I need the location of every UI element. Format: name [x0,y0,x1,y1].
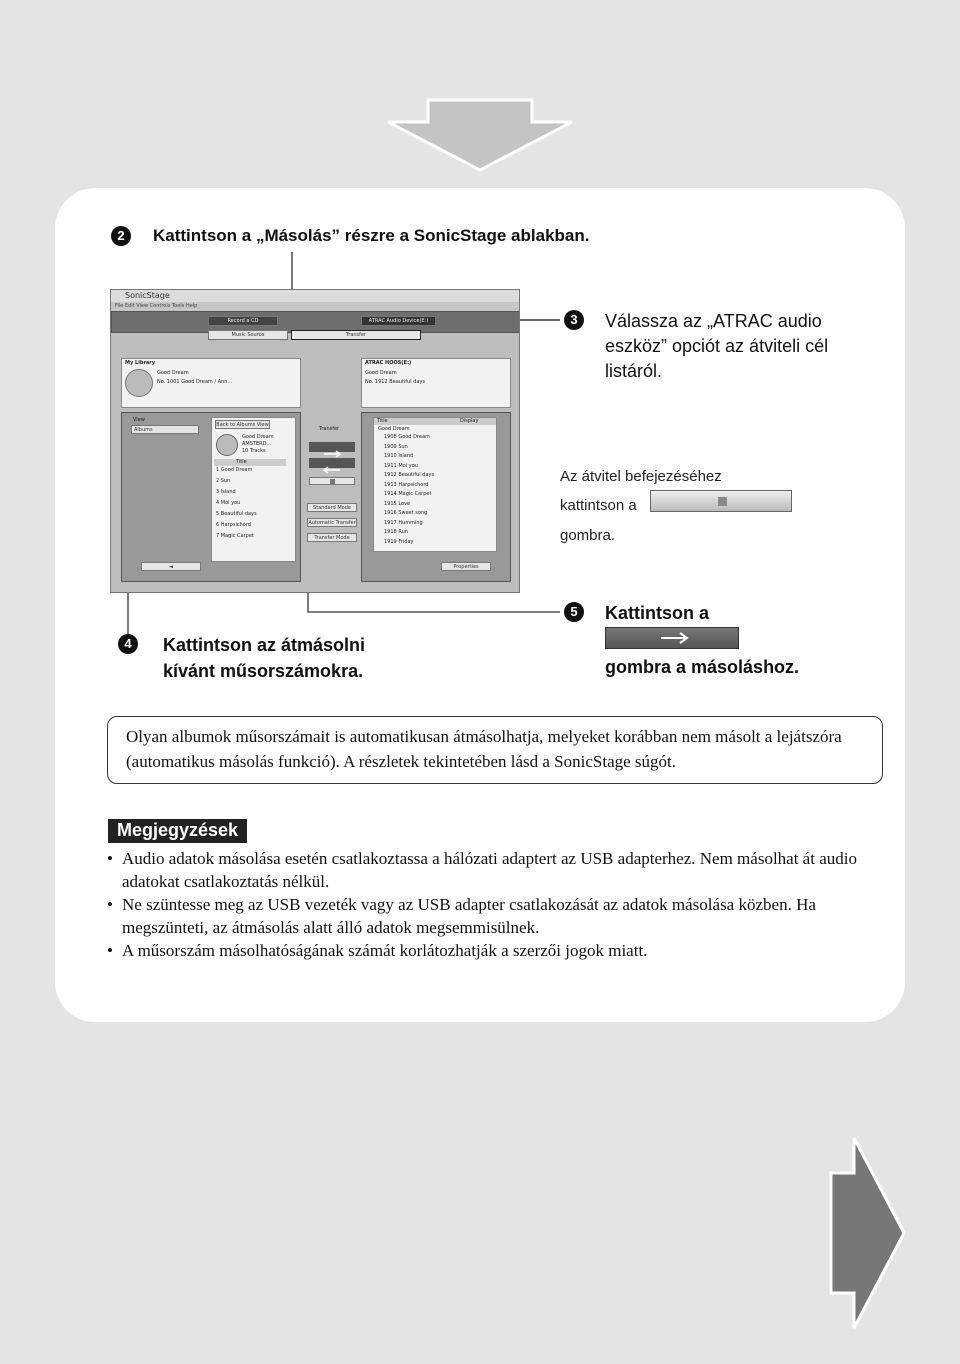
album-artist: AMSTERD... [242,441,272,447]
step-4-text [163,632,365,684]
device-list-header [374,418,496,425]
stop-button-image [650,490,792,512]
track-title: Beautiful days [220,511,257,517]
right-arrow-icon [310,450,354,458]
track-title: Harpsichord [220,522,251,528]
device-track-row[interactable]: 1910 Island [384,453,414,459]
step-4-number: 4 [118,634,138,654]
note-item: • Audio adatok másolása esetén csatlakoztassa a hálózati adaptert az USB adapterhez. Nem másolhat át audio adatokat csatlakoztatás nélkül. [107,847,887,893]
device-panel [361,358,511,408]
stop-hint-line-1: Az átvitel befejezéséhez [560,468,722,485]
step-3-number: 3 [564,310,584,330]
device-display-column[interactable]: Display [460,418,479,424]
track-row[interactable] [216,467,252,474]
menu-bar: File Edit View Controls Tools Help [111,302,519,311]
track-number: 7 [216,533,221,539]
device-track-row[interactable]: 1908 Good Dream [384,434,430,440]
cd-icon [125,369,153,397]
device-track-row[interactable]: 1911 Moi you [384,462,418,469]
my-library-title: My Library [125,360,156,366]
stop-icon [330,479,335,484]
note-item: • Ne szüntesse meg az USB vezeték vagy az USB adapter csatlakozását az adatok másolása közben. Ha megszünteti, az átmásolás alatt álló adatok megsemmisülnek. [107,893,887,939]
device-track-row[interactable]: 1918 Run [384,529,408,535]
standard-mode-button[interactable]: Standard Mode [307,503,357,512]
device-track-row[interactable]: 1917 Humming [384,519,423,526]
device-track-row[interactable]: 1909 Sun [384,443,408,450]
step-2-text: Kattintson a „Másolás” részre a SonicStage ablakban. [153,226,590,245]
tip-box: Olyan albumok műsorszámait is automatikusan átmásolhatja, melyeket korábban nem másolt a lejátszóra (automatikus másolás funkció). A részletek tekintetében lásd a SonicStage súgót. [107,716,883,784]
track-list [211,417,296,562]
next-page-arrow-icon[interactable] [828,1135,908,1331]
sonicstage-window [110,289,520,593]
device-track-row[interactable]: 1916 Sweet song [384,510,428,516]
device-track-row[interactable]: 1913 Harpsichord [384,481,429,488]
transfer-mode-button[interactable]: Transfer Mode [307,533,357,542]
back-to-albums-button[interactable]: Back to Albums View [216,422,269,428]
transfer-button-image [605,627,739,649]
library-meta: No. 1001 Good Dream / Ann... [157,379,233,385]
device-track-row[interactable]: 1919 Friday [384,538,414,545]
notes-title: Megjegyzések [108,819,247,843]
album-cd-icon [216,434,238,456]
library-album: Good Dream [157,370,189,376]
step-5-line-1: Kattintson a [605,603,710,623]
view-label: View [133,417,145,423]
track-title: Good Dream [220,467,253,473]
automatic-transfer-button[interactable]: Automatic Transfer [308,520,356,526]
track-number: 1 [216,467,221,473]
transfer-label: Transfer [319,426,340,432]
track-row[interactable] [216,511,257,518]
device-track-list [373,417,497,552]
device-root-album: Good Dream [378,426,410,432]
step-3-line-3: listáról. [605,361,663,381]
step-4-line-2: kívánt műsorszámokra. [163,661,364,681]
track-number: 3 [216,489,221,495]
transfer-tab[interactable]: Transfer [291,330,421,340]
track-row[interactable] [216,500,240,507]
track-row[interactable] [216,478,230,485]
my-library-panel [121,358,301,408]
destination-select[interactable]: ATRAC Audio Device(E:) [361,316,436,326]
device-title: ATRAC HOOS(E:) [365,360,412,366]
device-album: Good Dream [365,370,397,376]
step-4-line-1: Kattintson az átmásolni [163,635,366,655]
track-number: 6 [216,522,221,528]
step-5-line-2: gombra a másoláshoz. [605,657,800,677]
left-arrow-icon [310,466,354,474]
right-arrow-icon [606,628,740,648]
stop-hint-line-3: gombra. [560,527,616,544]
stop-transfer-button[interactable] [309,477,355,485]
device-track-row[interactable]: 1912 Beautiful days [384,472,435,478]
transfer-arrow-button[interactable] [309,442,355,452]
album-tracks: 10 Tracks [242,448,266,454]
window-title-bar: SonicStage [111,290,519,302]
track-row[interactable] [216,489,236,496]
track-row[interactable] [216,533,254,540]
remove-arrow-button[interactable] [309,458,355,468]
record-cd-tab[interactable]: Record a CD [208,316,278,326]
track-number: 2 [216,478,221,484]
title-column-header[interactable]: Title [214,459,286,466]
track-title: Sun [220,478,231,484]
note-item: • A műsorszám másolhatóságának számát korlátozhatják a szerzői jogok miatt. [107,939,887,962]
notes-list [107,847,887,962]
track-number: 4 [216,500,221,506]
step-2-number: 2 [111,226,131,246]
track-number: 5 [216,511,221,517]
track-title: Magic Carpet [220,533,254,539]
track-title: Moi you [220,500,241,506]
library-back-button[interactable]: ◄ [141,562,201,571]
step-3-text [605,309,828,384]
device-track-row[interactable]: 1915 Love [384,500,411,507]
track-row[interactable] [216,522,251,529]
device-track-row[interactable]: 1914 Magic Carpet [384,491,432,497]
properties-button[interactable]: Properties [441,562,491,571]
device-title-column[interactable]: Title [377,418,388,424]
stop-icon [718,497,727,506]
step-5-number: 5 [564,602,584,622]
device-meta: No. 1912 Beautiful days [365,379,426,385]
track-title: Island [220,489,236,495]
step-3-line-2: eszköz” opciót az átviteli cél [605,336,829,356]
view-select[interactable]: Albums [131,425,199,434]
stop-hint-line-2: kattintson a [560,497,637,514]
album-name: Good Dream [242,434,274,440]
step-3-line-1: Válassza az „ATRAC audio [605,311,822,331]
music-source-tab[interactable]: Music Source [208,330,288,340]
